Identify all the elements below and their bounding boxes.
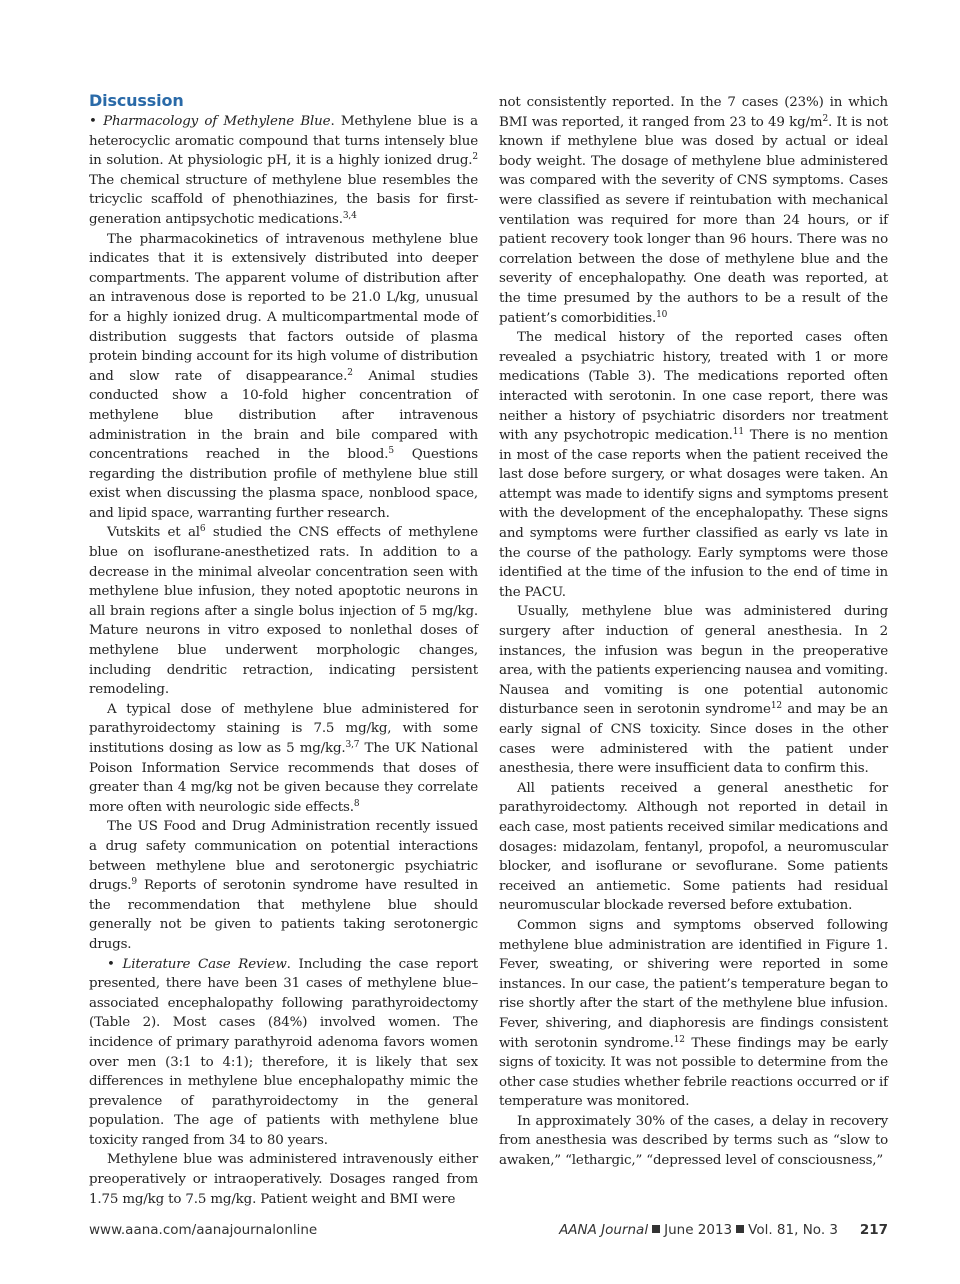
square-bullet-icon: [652, 1225, 660, 1233]
citation: 3,7: [345, 740, 360, 750]
paragraph-bmi: [499, 93, 888, 328]
citation: 11: [732, 427, 744, 438]
paragraph-delay-recovery: [499, 1112, 888, 1171]
paragraph-text: and may be an early signal of CNS toxicity. Since doses in the other cases were administered with the patient under anesthesia, there were insufficient data to confirm this.: [499, 702, 888, 777]
footer-volume: Vol. 81, No. 3: [748, 1222, 838, 1238]
paragraph-text: Questions regarding the distribution profile of methylene blue still exist when discussing the plasma space, nonblood space, and lipid space, warranting further research.: [89, 447, 478, 521]
paragraph-general-anesthetic: [499, 779, 888, 916]
paragraph-vutskits: [89, 523, 478, 699]
citation: 10: [656, 309, 668, 320]
citation: 2: [347, 367, 353, 378]
paragraph-literature-review: [89, 955, 478, 1151]
paragraph-fda: [89, 817, 478, 954]
subsection-lead-literature: • Literature Case Review: [107, 956, 287, 972]
paragraph-medical-history: [499, 328, 888, 602]
citation: 12: [770, 701, 782, 712]
paragraph-text: Vutskits et al: [107, 525, 200, 541]
square-bullet-icon: [736, 1225, 744, 1233]
citation: 5: [388, 446, 394, 457]
paragraph-text: not consistently reported. In the 7 cases (23%) in which BMI was reported, it ranged from 23 to 49 kg/m: [499, 95, 888, 130]
paragraph-text: The UK National Poison Information Service recommends that doses of greater than 4 mg/kg not be given because they correlate more often with neurologic side effects.: [89, 741, 478, 815]
section-heading: Discussion: [89, 91, 184, 110]
citation: 6: [199, 524, 206, 535]
footer-journal-name: AANA Journal: [559, 1222, 649, 1238]
subsection-lead-pharmacology: • Pharmacology of Methylene Blue: [89, 114, 331, 129]
paragraph-typical-dose: [89, 700, 478, 818]
paragraph-text: These findings may be early signs of toxicity. It was not possible to determine from the other case studies whether febrile reactions occurred or if temperature was monitored.: [499, 1035, 889, 1110]
citation: 8: [353, 798, 360, 809]
paragraph-text: There is no mention in most of the case reports when the patient received the last dose before surgery, or what dosages were taken. An attempt was made to identify signs and symptoms present with the development of the encephalopathy. These signs and symptoms were further classified as early vs late in the course of the pathology. Early symptoms were those identified at the time of the infusion to the end of time in the PACU.: [499, 428, 888, 600]
paragraph-text: Usually, methylene blue was administered during surgery after induction of general anesthesia. In 2 instances, the infusion was begun in the preoperative area, with the patients experiencing nausea and vomiting. Nausea and vomiting is one potential autonomic disturbance seen in serotonin syndrome: [499, 604, 888, 718]
paragraph-text: studied the CNS effects of methylene blue on isoflurane-anesthetized rats. In addition to a decrease in the minimal alveolar concentration seen with methylene blue infusion, they noted apoptotic neurons in all brain regions after a single bolus injection of 5 mg/kg. Mature neurons in vitro exposed to nonlethal doses of methylene blue underwent morphologic changes, including dendritic retraction, indicating persistent remodeling.: [89, 525, 479, 698]
left-column: [89, 90, 478, 1209]
paragraph-text: A typical dose of methylene blue administered for parathyroidectomy staining is 7.5 mg/kg, with some institutions dosing as low as 5 mg/kg.: [89, 701, 478, 756]
paragraph-common-signs: [499, 916, 888, 1112]
page-footer: [89, 1222, 888, 1242]
paragraph-text: . Including the case report presented, there have been 31 cases of methylene blue–associated encephalopathy following parathyroidectomy (Table 2). Most cases (84%) involved women. The incidence of primary parathyroid adenoma favors women over men (3:1 to 4:1); therefore, it is likely that sex differences in methylene blue encephalopathy mimic the prevalence of parathyroidectomy in the general population. The age of patients with methylene blue toxicity ranged from 34 to 80 years.: [89, 956, 478, 1148]
citation: 3,4: [342, 210, 357, 221]
citation: 12: [673, 1034, 685, 1045]
footer-url[interactable]: www.aana.com/aanajournalonline: [89, 1222, 318, 1238]
paragraph-pharmacokinetics: [89, 230, 478, 524]
paragraph-text: The pharmacokinetics of intravenous methylene blue indicates that it is extensively distributed into deeper compartments. The apparent volume of distribution after an intravenous dose is reported to be 21.0 L/kg, unusual for a highly ionized drug. A multicompartmental mode of distribution suggests that factors outside of plasma protein binding account for its high volume of distribution and slow rate of disappearance.: [89, 231, 478, 384]
page-number: 217: [859, 1222, 888, 1238]
paragraph-text: In approximately 30% of the cases, a delay in recovery from anesthesia was described by terms such as “slow to awaken,” “lethargic,” “depressed level of consciousness,”: [499, 1113, 888, 1169]
paragraph-text: Animal studies conducted show a 10-fold higher concentration of methylene blue distribution after intravenous administration in the brain and bile compared with concentrations reached in the blood.: [89, 368, 478, 463]
footer-issue-date: June 2013: [664, 1222, 733, 1238]
paragraph-text: The medical history of the reported cases often revealed a psychiatric history, treated with 1 or more medications (Table 3). The medications reported often interacted with serotonin. In one case report, there was neither a history of psychiatric disorders nor treatment with any psychotropic medication.: [499, 330, 888, 444]
paragraph-text: . It is not known if methylene blue was dosed by actual or ideal body weight. The dosage of methylene blue administered was compared with the severity of CNS symptoms. Cases were classified as severe if reintubation with mechanical ventilation was required for more than 24 hours, or if patient recovery took longer than 96 hours. There was no correlation between the dose of methylene blue and the severity of encephalopathy. One death was reported, at the time presumed by the authors to be a result of the patient’s comorbidities.: [499, 114, 888, 326]
right-column: [499, 93, 888, 1171]
paragraph-pharmacology: [89, 112, 478, 230]
superscript: 2: [822, 113, 829, 124]
paragraph-text: The chemical structure of methylene blue resembles the tricyclic scaffold of phenothiazines, the basis for first-generation antipsychotic medications.: [89, 172, 478, 227]
paragraph-text: Methylene blue was administered intravenously either preoperatively or intraoperatively. Dosages ranged from 1.75 mg/kg to 7.5 mg/kg. Patient weight and BMI were: [89, 1152, 478, 1207]
citation: 2: [472, 152, 478, 163]
paragraph-usually: [499, 602, 888, 778]
paragraph-text: The US Food and Drug Administration recently issued a drug safety communication on potential interactions between methylene blue and serotonergic psychiatric drugs.: [89, 819, 478, 894]
citation: 9: [131, 877, 137, 888]
paragraph-text: All patients received a general anesthetic for parathyroidectomy. Although not reported in detail in each case, most patients received similar medications and dosages: midazolam, fentanyl, propofol, a neuromuscular blocker, and isoflurane or sevoflurane. Some patients received an antiemetic. Some patients had residual neuromuscular blockade reversed before extubation.: [499, 780, 888, 914]
footer-journal-info: [559, 1222, 838, 1238]
paragraph-administration: [89, 1150, 478, 1209]
paragraph-text: . Methylene blue is a heterocyclic aromatic compound that turns intensely blue in solution. At physiologic pH, it is a highly ionized drug.: [89, 114, 478, 169]
paragraph-text: Reports of serotonin syndrome have resulted in the recommendation that methylene blue should generally not be given to patients taking serotonergic drugs.: [89, 878, 478, 952]
paragraph-text: Common signs and symptoms observed following methylene blue administration are identified in Figure 1. Fever, sweating, or shivering were reported in some instances. In our case, the patient’s temperature began to rise shortly after the start of the methylene blue infusion. Fever, shivering, and diaphoresis are findings consistent with serotonin syndrome.: [499, 917, 888, 1051]
